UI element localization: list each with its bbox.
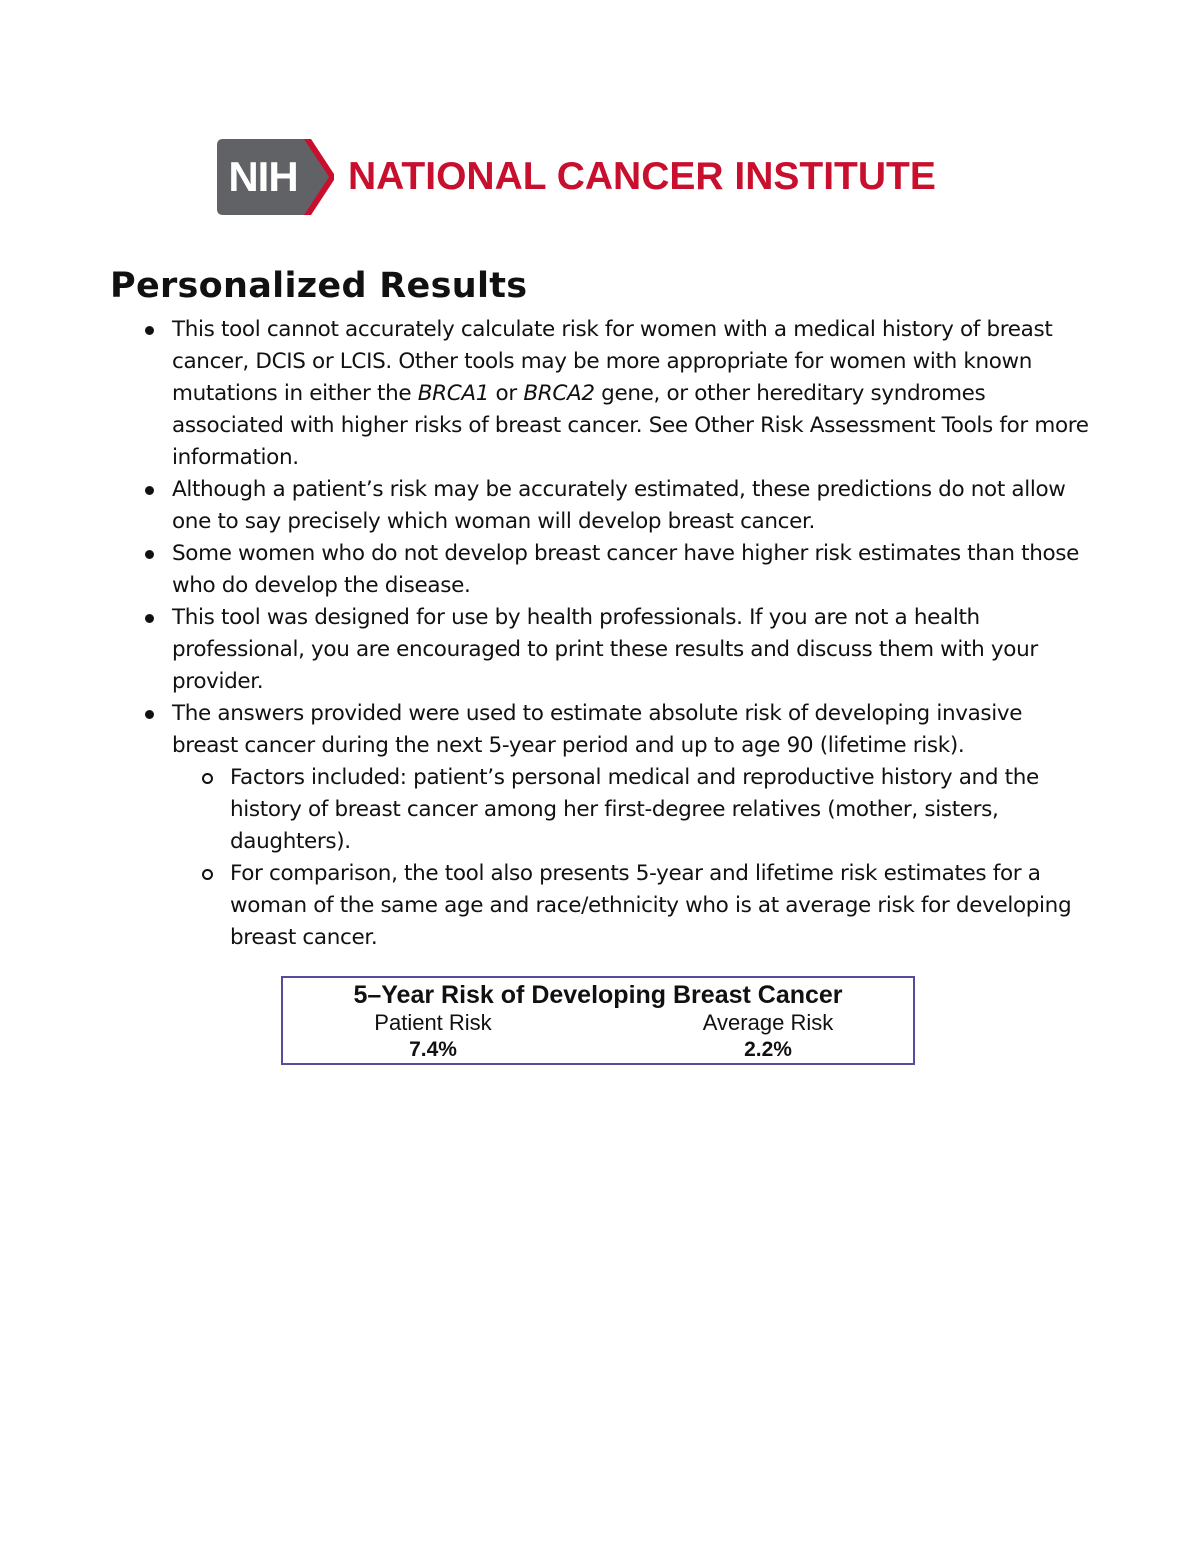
patient-risk-label: Patient Risk (374, 1010, 492, 1035)
bullet-item (172, 602, 1092, 698)
nci-logo (217, 139, 936, 215)
gene-name-brca1: BRCA1 (417, 381, 490, 406)
sub-bullet-item (230, 858, 1092, 954)
bullet-text: gene, or other hereditary syndromes associated with higher risks of breast cancer. See Other Risk Assessment Tools for more information. (172, 381, 1089, 470)
gene-name-brca2: BRCA2 (523, 381, 595, 406)
bullet-text: or (489, 381, 524, 406)
page-title: Personalized Results (110, 266, 528, 306)
risk-box-title: 5–Year Risk of Developing Breast Cancer (353, 981, 843, 1009)
bullet-item (172, 314, 1092, 474)
organization-name: NATIONAL CANCER INSTITUTE (348, 155, 936, 198)
patient-risk-value: 7.4% (409, 1038, 457, 1061)
bullet-text: This tool was designed for use by health professionals. If you are not a health professional, you are encouraged to print these results and discuss them with your provider. (172, 605, 1038, 694)
sub-bullet-text: For comparison, the tool also presents 5-year and lifetime risk estimates for a woman of the same age and race/ethnicity who is at average risk for developing breast cancer. (230, 861, 1072, 950)
nih-logo-letters: NIH (228, 153, 298, 200)
sub-bullet-text: Factors included: patient’s personal medical and reproductive history and the history of breast cancer among her first-degree relatives (mother, sisters, daughters). (230, 765, 1039, 854)
bullet-text: The answers provided were used to estimate absolute risk of developing invasive breast cancer during the next 5-year period and up to age 90 (lifetime risk). (172, 701, 1023, 758)
average-risk-label: Average Risk (702, 1010, 834, 1035)
bullet-text: Some women who do not develop breast cancer have higher risk estimates than those who do develop the disease. (172, 541, 1080, 598)
info-bullet-list (172, 314, 1092, 954)
bullet-text: This tool cannot accurately calculate risk for women with a medical history of breast cancer, DCIS or LCIS. Other tools may be more appropriate for women with known mutations in either the (172, 317, 1053, 406)
risk-summary-box (281, 976, 915, 1065)
average-risk-value: 2.2% (744, 1038, 792, 1061)
bullet-item (172, 474, 1092, 538)
bullet-item (172, 538, 1092, 602)
sub-bullet-list (172, 762, 1092, 954)
nih-logo-mark (217, 139, 334, 215)
bullet-text: Although a patient’s risk may be accurately estimated, these predictions do not allow one to say precisely which woman will develop breast cancer. (172, 477, 1066, 534)
bullet-item (172, 698, 1092, 954)
sub-bullet-item (230, 762, 1092, 858)
